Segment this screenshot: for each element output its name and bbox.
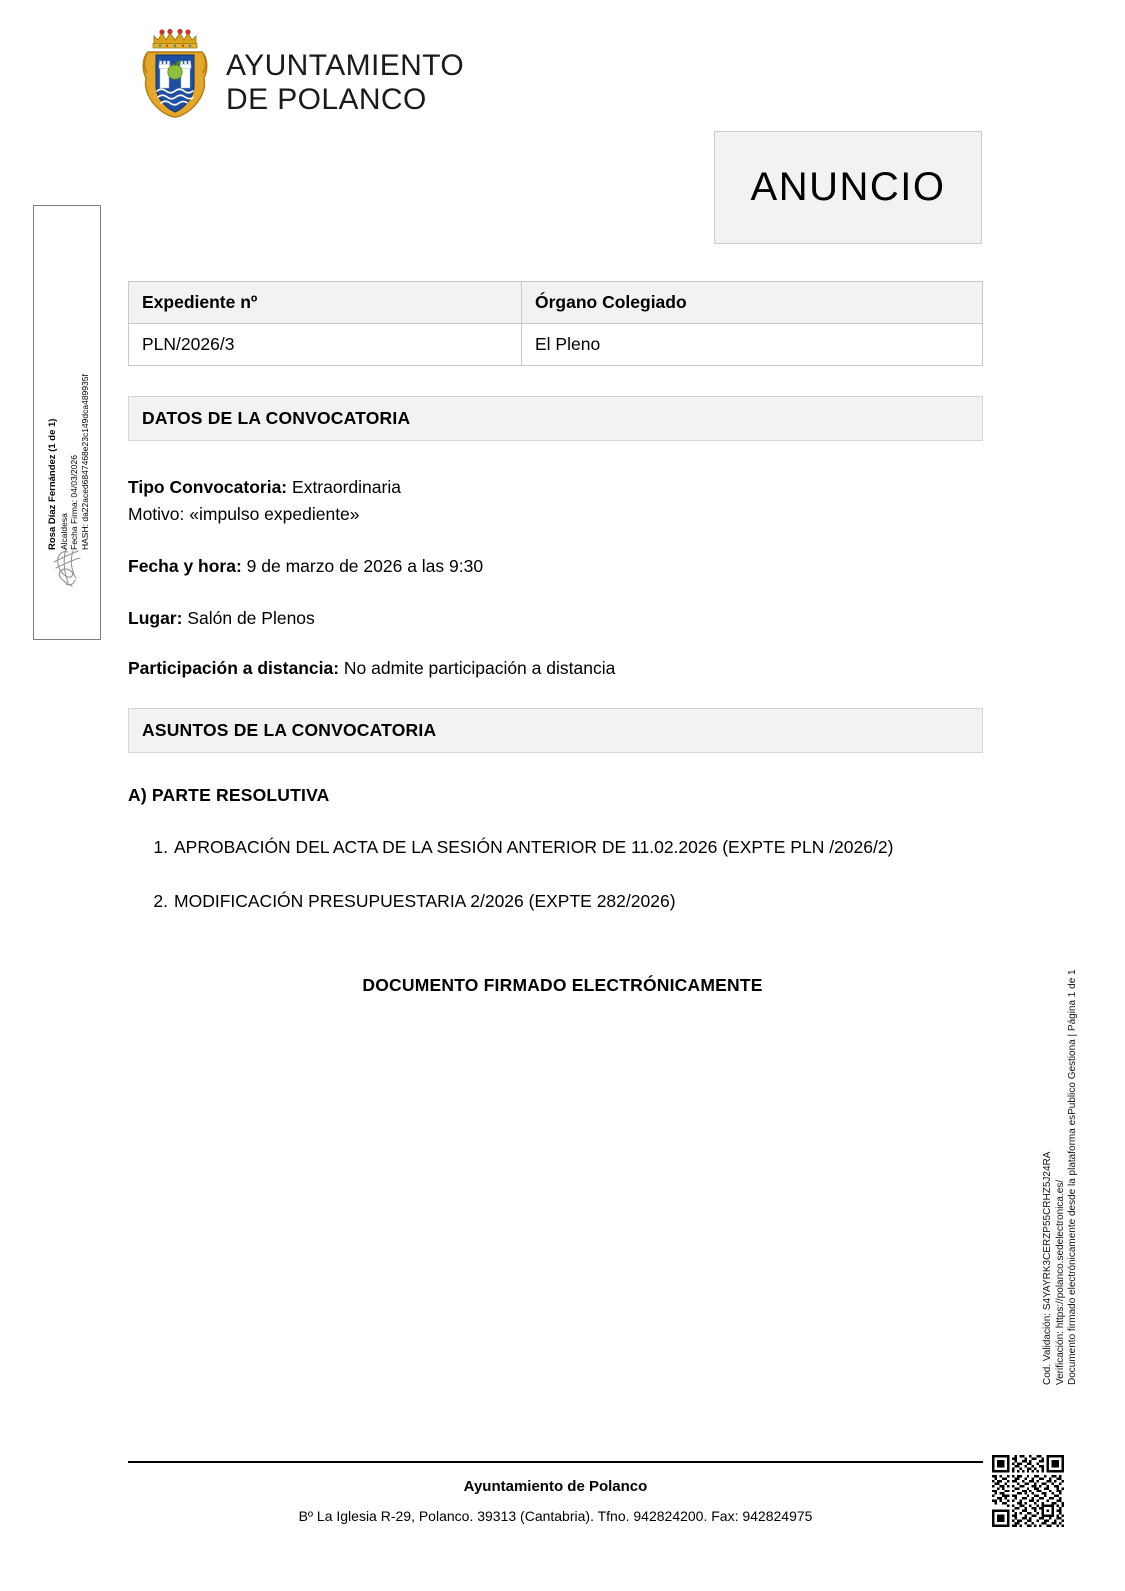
value-fecha-hora: 9 de marzo de 2026 a las 9:30 xyxy=(246,556,484,576)
signature-stamp-text xyxy=(48,200,90,550)
value-tipo-convocatoria: Extraordinaria xyxy=(292,477,401,497)
organization-name xyxy=(226,24,464,117)
footer-address: Bº La Iglesia R-29, Polanco. 39313 (Cantabria). Tfno. 942824200. Fax: 942824975 xyxy=(298,1508,813,1524)
list-item-number: 2. xyxy=(153,891,168,911)
paragraph-fecha-hora xyxy=(128,553,988,580)
line-tipo xyxy=(128,474,988,501)
signer-role: Alcaldesa xyxy=(58,513,69,550)
list-item xyxy=(153,887,1026,915)
footer-divider xyxy=(128,1461,983,1463)
value-participacion: No admite participación a distancia xyxy=(343,658,616,678)
table-header-expediente: Expediente nº xyxy=(129,282,522,324)
label-tipo-convocatoria: Tipo Convocatoria: xyxy=(128,477,288,497)
table-row xyxy=(129,324,983,366)
document-header xyxy=(138,24,464,120)
logo-line-1: AYUNTAMIENTO xyxy=(226,49,465,82)
paragraph-lugar xyxy=(128,605,988,632)
label-lugar: Lugar: xyxy=(128,608,183,628)
list-item-text: APROBACIÓN DEL ACTA DE LA SESIÓN ANTERIOR DE 11.02.2026 (EXPTE PLN /2026/2) xyxy=(174,837,894,857)
footer-entity-name: Ayuntamiento de Polanco xyxy=(463,1478,648,1495)
validation-meta-rotated xyxy=(1042,969,1080,1385)
signer-name: Rosa Díaz Fernández (1 de 1) xyxy=(47,418,58,550)
paragraph-tipo-convocatoria xyxy=(128,474,988,528)
documento-plataforma: Documento firmado electrónicamente desde la plataforma esPublico Gestiona | Página 1 de 1 xyxy=(1067,969,1078,1385)
expediente-table xyxy=(128,281,983,366)
cell-organo-colegiado: El Pleno xyxy=(522,324,983,366)
anuncio-title-box xyxy=(714,131,982,244)
cell-expediente-numero: PLN/2026/3 xyxy=(129,324,522,366)
list-item-number: 1. xyxy=(153,837,168,857)
table-header-row xyxy=(129,282,983,324)
handwritten-signature-icon xyxy=(42,536,94,596)
label-participacion: Participación a distancia: xyxy=(128,658,340,678)
logo-line-2: DE POLANCO xyxy=(226,83,427,116)
verificacion-url: Verificación: https://polanco.sedelectronica.es/ xyxy=(1054,1179,1066,1385)
heading-parte-resolutiva: A) PARTE RESOLUTIVA xyxy=(128,785,330,805)
signature-hash: HASH: da22aced6847468e23c149dca489935f xyxy=(79,374,90,550)
table-header-organo: Órgano Colegiado xyxy=(522,282,983,324)
signature-stamp-box xyxy=(33,205,101,640)
label-fecha-hora: Fecha y hora: xyxy=(128,556,242,576)
list-item-text: MODIFICACIÓN PRESUPUESTARIA 2/2026 (EXPTE 282/2026) xyxy=(174,891,676,911)
qr-code-icon xyxy=(992,1455,1064,1527)
asuntos-list xyxy=(128,833,1026,915)
signature-date: Fecha Firma: 04/03/2026 xyxy=(69,455,79,550)
section-header-datos: DATOS DE LA CONVOCATORIA xyxy=(128,396,983,441)
coat-of-arms-icon xyxy=(138,24,212,120)
codigo-validacion: Cod. Validación: S4YAYRK3CERZP55CRHZ5J24RA xyxy=(1042,1151,1053,1385)
section-header-asuntos: ASUNTOS DE LA CONVOCATORIA xyxy=(128,708,983,753)
value-lugar: Salón de Plenos xyxy=(187,608,315,628)
list-item xyxy=(153,833,1026,861)
paragraph-participacion-distancia xyxy=(128,655,988,682)
documento-firmado-note: DOCUMENTO FIRMADO ELECTRÓNICAMENTE xyxy=(362,975,763,995)
line-motivo: Motivo: «impulso expediente» xyxy=(128,504,360,524)
page-title: ANUNCIO xyxy=(750,165,946,209)
